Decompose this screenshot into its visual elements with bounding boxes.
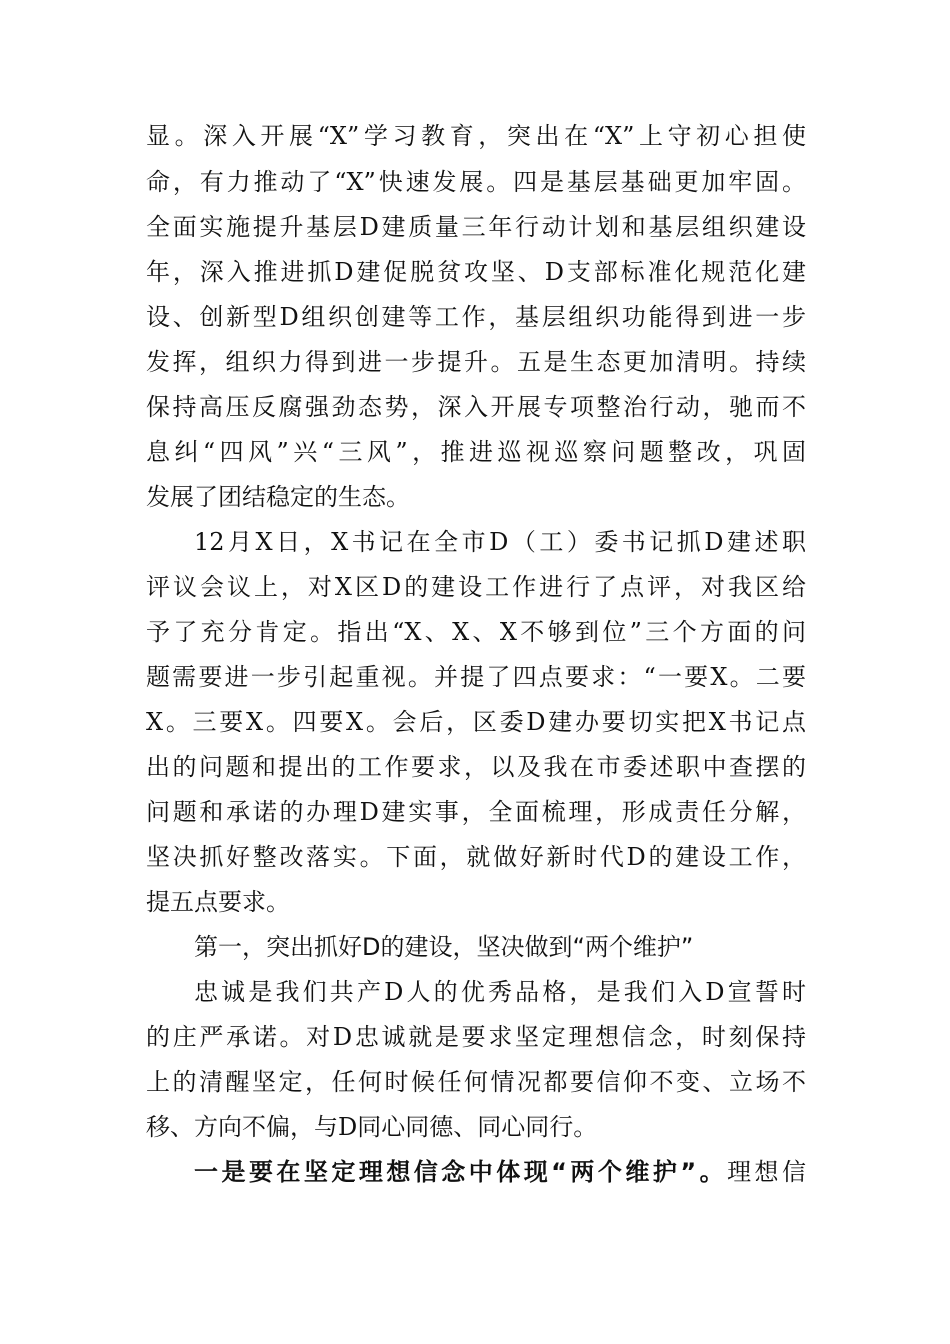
text-line: 出的问题和提出的工作要求，以及我在市委述职中查摆的	[146, 753, 806, 781]
text-line: 显。深入开展“X”学习教育，突出在“X”上守初心担使	[146, 122, 806, 150]
text-line: 上的清醒坚定，任何时候任何情况都要信仰不变、立场不	[146, 1068, 806, 1096]
text-line: 忠诚是我们共产D人的优秀品格，是我们入D宣誓时	[194, 978, 806, 1006]
text-line: 的庄严承诺。对D忠诚就是要求坚定理想信念，时刻保持	[146, 1023, 806, 1051]
text-line: 予了充分肯定。指出“X、X、X不够到位”三个方面的问	[146, 618, 806, 646]
point-one-line	[194, 1152, 806, 1192]
point-one-rest: 理想信	[727, 1158, 806, 1186]
text-line: 设、创新型D组织创建等工作，基层组织功能得到进一步	[146, 303, 806, 331]
text-line: 全面实施提升基层D建质量三年行动计划和基层组织建设	[146, 213, 806, 241]
text-line: 息纠“四风”兴“三风”，推进巡视巡察问题整改，巩固	[146, 438, 806, 466]
point-one-lead: 一是要在坚定理想信念中体现“两个维护”。	[194, 1158, 728, 1186]
text-line: 问题和承诺的办理D建实事，全面梳理，形成责任分解，	[146, 798, 806, 826]
text-line: 发挥，组织力得到进一步提升。五是生态更加清明。持续	[146, 348, 806, 376]
text-line: 评议会议上，对X区D的建设工作进行了点评，对我区给	[146, 573, 806, 601]
text-line: 题需要进一步引起重视。并提了四点要求：“一要X。二要	[146, 663, 806, 691]
text-line: 移、方向不偏，与D同心同德、同心同行。	[146, 1113, 598, 1141]
text-line: 12月X日，X书记在全市D（工）委书记抓D建述职	[194, 528, 806, 556]
text-line: 命，有力推动了“X”快速发展。四是基层基础更加牢固。	[146, 168, 806, 196]
section-heading: 第一，突出抓好D的建设，坚决做到“两个维护”	[194, 933, 694, 961]
text-line: 坚决抓好整改落实。下面，就做好新时代D的建设工作，	[146, 843, 806, 871]
text-line: 年，深入推进抓D建促脱贫攻坚、D支部标准化规范化建	[146, 258, 806, 286]
text-line: 提五点要求。	[146, 888, 290, 916]
text-line: X。三要X。四要X。会后，区委D建办要切实把X书记点	[146, 708, 806, 736]
text-line: 发展了团结稳定的生态。	[146, 483, 410, 511]
text-line: 保持高压反腐强劲态势，深入开展专项整治行动，驰而不	[146, 393, 806, 421]
